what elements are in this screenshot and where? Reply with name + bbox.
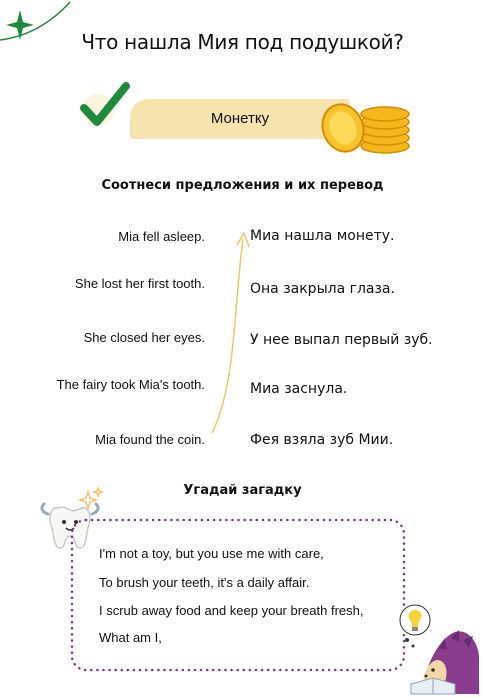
english-sentence: The fairy took Mia's tooth. [56, 377, 205, 392]
russian-sentence: Фея взяла зуб Мии. [250, 432, 394, 448]
matching-heading: Соотнеси предложения и их перевод [101, 178, 384, 193]
russian-sentence: Миа нашла монету. [250, 228, 395, 244]
russian-sentence: У нее выпал первый зуб. [250, 332, 433, 348]
english-sentence: She lost her first tooth. [74, 276, 205, 291]
riddle-line: What am I, [99, 630, 162, 645]
example-arrow [210, 225, 250, 440]
answer-text: Монетку [210, 110, 270, 127]
riddle-frame [64, 514, 414, 676]
page-title: Что нашла Мия под подушкой? [81, 30, 404, 54]
russian-sentence: Она закрыла глаза. [250, 281, 395, 297]
riddle-heading: Угадай загадку [183, 483, 302, 498]
hedgehog-lightbulb-icon [393, 598, 479, 696]
russian-sentence: Миа заснула. [250, 381, 348, 397]
riddle-line: To brush your teeth, it's a daily affair. [99, 575, 310, 590]
riddle-line: I scrub away food and keep your breath fresh, [99, 603, 364, 618]
english-sentence: Mia fell asleep. [118, 229, 205, 244]
english-sentence: She closed her eyes. [83, 330, 205, 345]
english-sentence: Mia found the coin. [95, 432, 205, 447]
checkmark-icon [78, 80, 130, 130]
coins-icon [313, 98, 413, 158]
riddle-line: I'm not a toy, but you use me with care, [99, 546, 324, 561]
